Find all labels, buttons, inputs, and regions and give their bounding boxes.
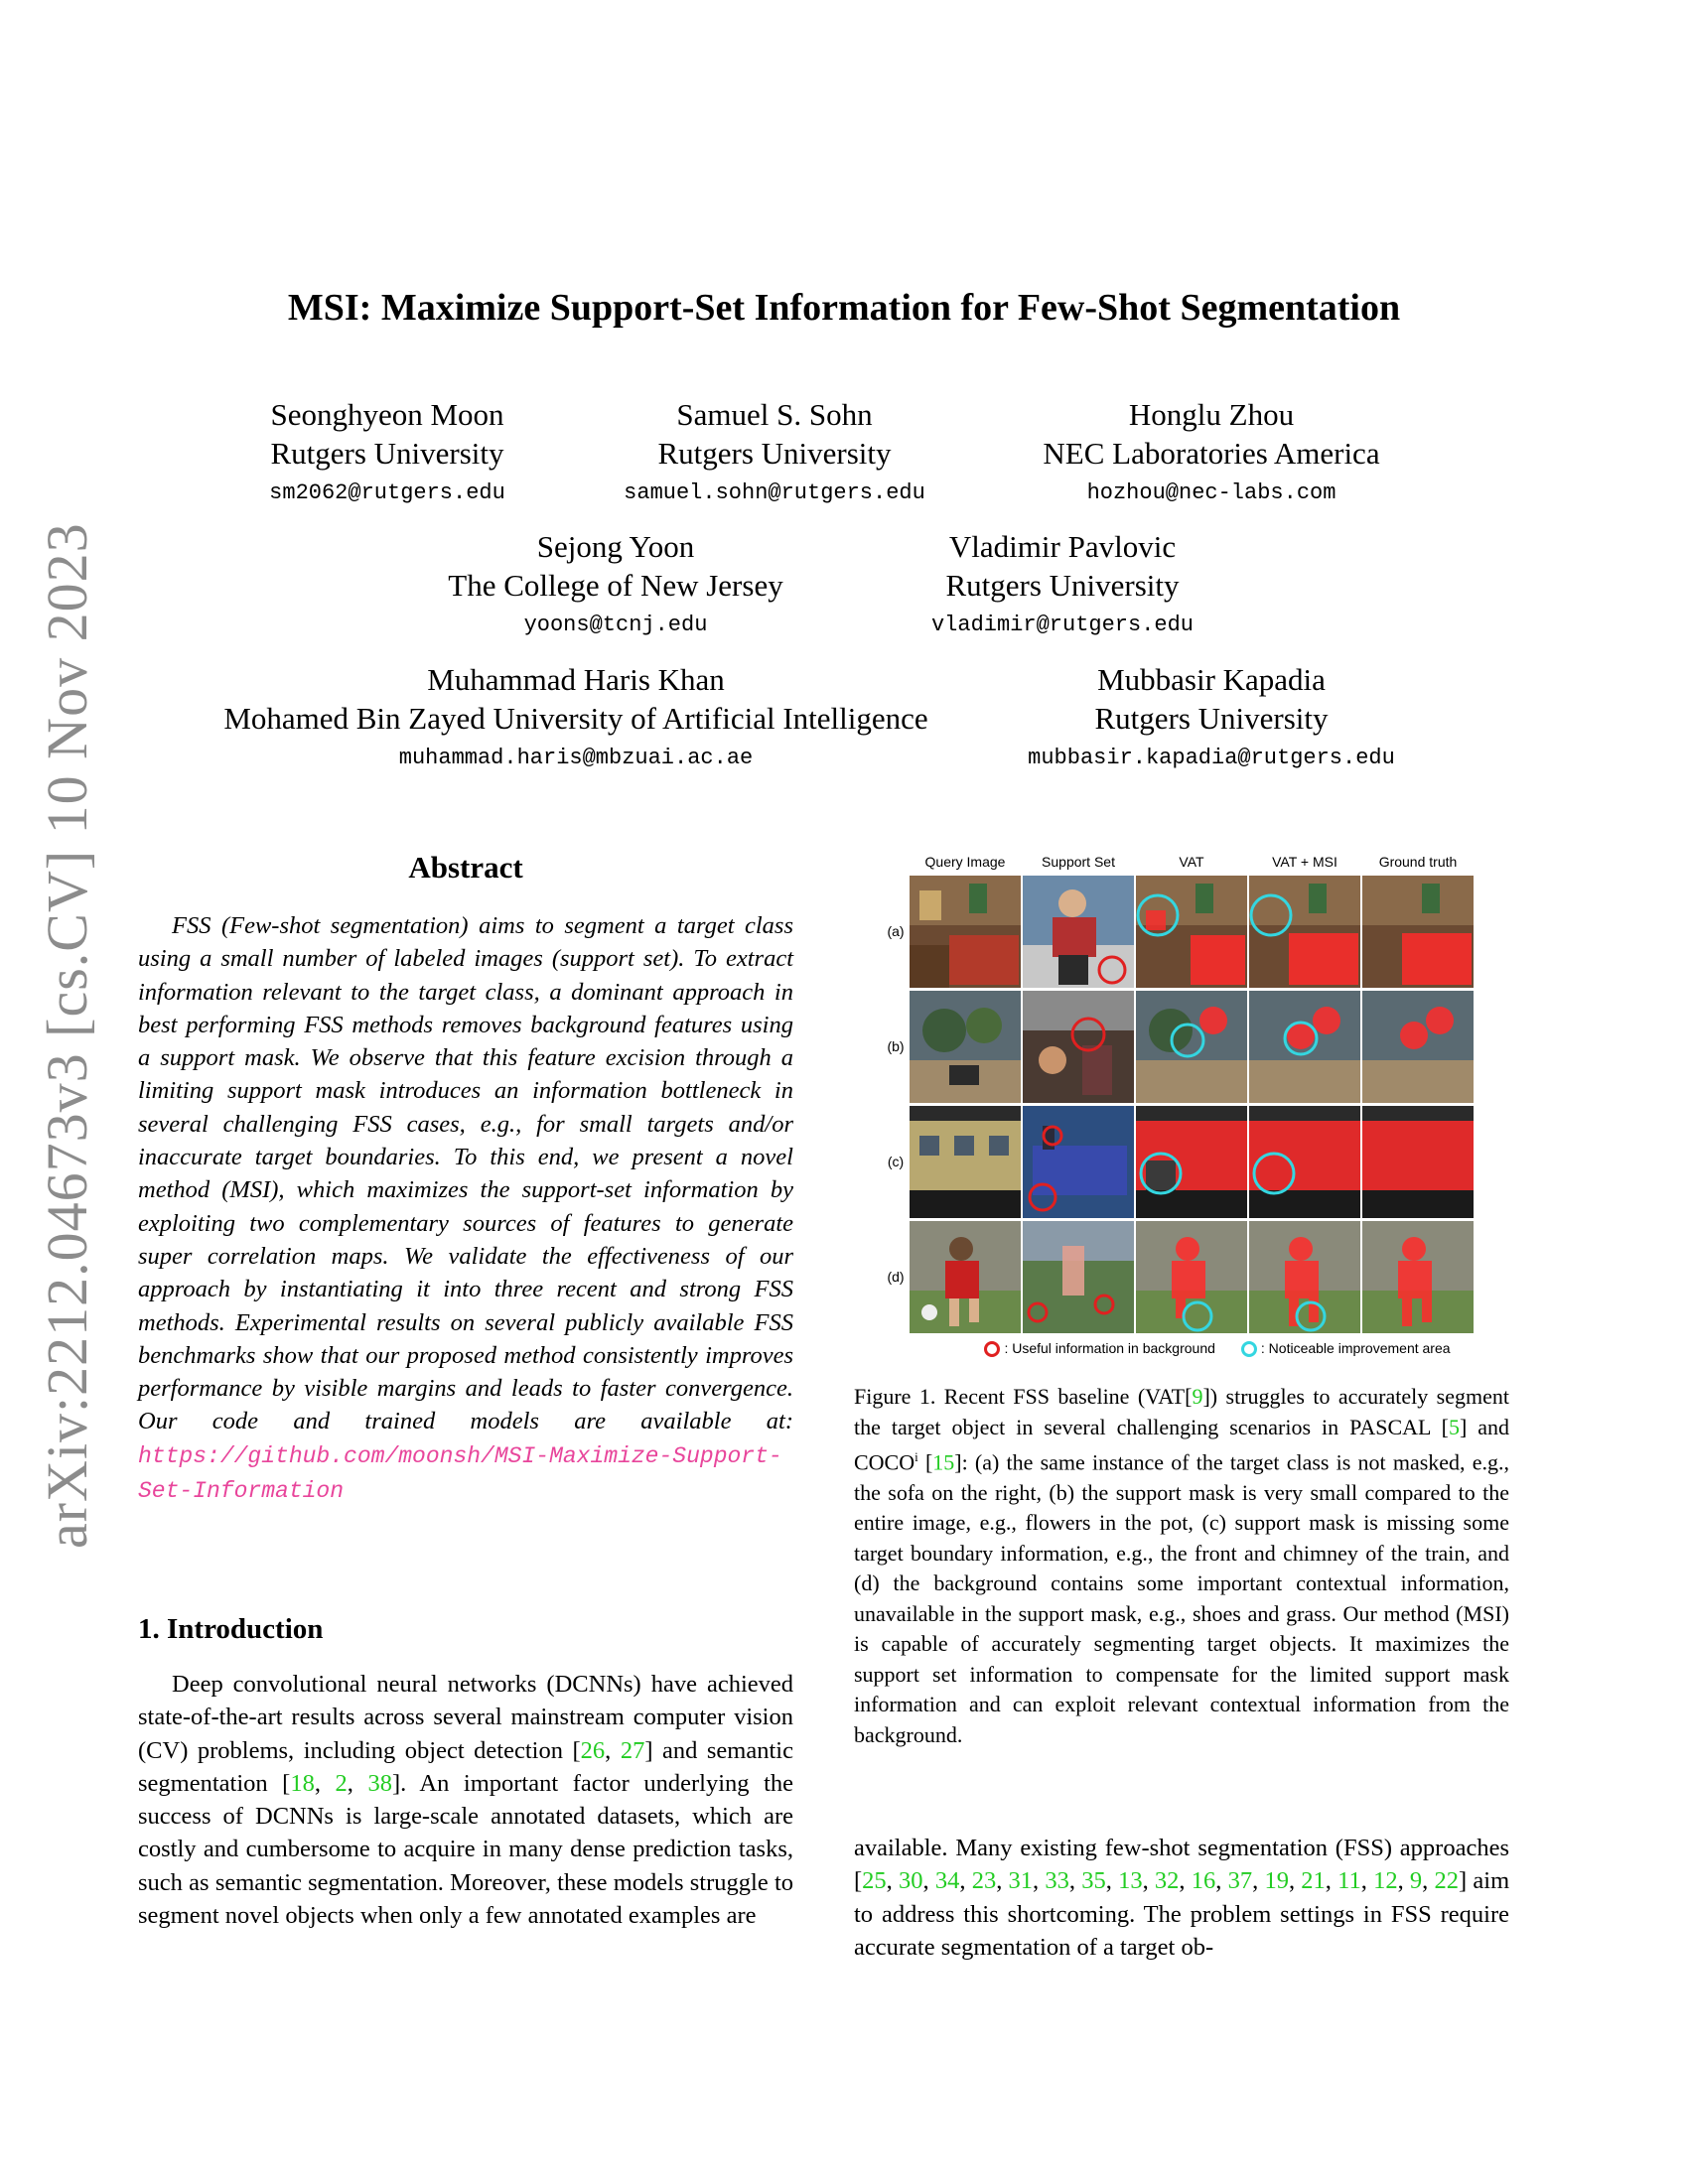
author-affiliation: Rutgers University bbox=[657, 436, 892, 471]
figure-image bbox=[1362, 1221, 1474, 1333]
ground-truth-icon bbox=[1362, 1221, 1474, 1333]
caption-segment: ]) struggles to accurately segment the target object in several challenging scenarios in PASCAL [ bbox=[854, 1384, 1509, 1439]
citation-link[interactable]: 11 bbox=[1337, 1867, 1361, 1895]
author-email[interactable]: muhammad.haris@mbzuai.ac.ae bbox=[398, 746, 754, 770]
author-name: Muhammad Haris Khan bbox=[427, 662, 725, 697]
citation-link[interactable]: 32 bbox=[1154, 1867, 1180, 1895]
figure-column-label: Support Set bbox=[1042, 854, 1115, 870]
ground-truth-icon bbox=[1362, 991, 1474, 1103]
caption-segment: [ bbox=[917, 1449, 933, 1475]
room-scene-icon bbox=[910, 876, 1021, 988]
caption-superscript: i bbox=[914, 1449, 918, 1464]
citation-link[interactable]: 15 bbox=[932, 1449, 955, 1475]
figure-image bbox=[1249, 1106, 1360, 1218]
cyan-circle-icon bbox=[1241, 1341, 1257, 1357]
vat-msi-result-icon bbox=[1249, 876, 1360, 988]
author-affiliation: Rutgers University bbox=[270, 436, 504, 471]
figure-row-label: (d) bbox=[887, 1269, 905, 1285]
figure-image bbox=[1023, 876, 1134, 988]
author-block bbox=[894, 527, 1231, 642]
code-link[interactable]: https://github.com/moonsh/MSI-Maximize-Support-Set-Information bbox=[138, 1442, 782, 1505]
citation-link[interactable]: 9 bbox=[1409, 1867, 1423, 1895]
author-name: Honglu Zhou bbox=[1128, 397, 1295, 432]
citation-link[interactable]: 16 bbox=[1191, 1867, 1216, 1895]
ground-truth-icon bbox=[1362, 876, 1474, 988]
citation-link[interactable]: 34 bbox=[934, 1867, 960, 1895]
legend-cyan-label: : Noticeable improvement area bbox=[1260, 1340, 1451, 1356]
figure-image bbox=[1136, 1106, 1247, 1218]
figure-image bbox=[1136, 876, 1247, 988]
citation-link[interactable]: 12 bbox=[1373, 1867, 1398, 1895]
body-paragraph: available. Many existing few-shot segmentation (FSS) approaches [25, 30, 34, 23, 31, 33, 35, 13, 32, 16, 37, 19, 21, 11, 12, 9, 22] aim to address this shortcoming. The problem settings in FSS require accurate segmentation of a target ob- bbox=[854, 1835, 1510, 1961]
author-affiliation: Rutgers University bbox=[945, 568, 1180, 603]
author-name: Seonghyeon Moon bbox=[270, 397, 504, 432]
introduction-section bbox=[138, 1613, 793, 1932]
body-segment: ] aim to address this shortcoming. The problem settings in FSS require accurate segmentation of a target ob- bbox=[854, 1867, 1510, 1961]
figure-image bbox=[910, 876, 1021, 988]
author-block bbox=[189, 660, 963, 775]
support-train-icon bbox=[1023, 1106, 1134, 1218]
legend-red-label: : Useful information in background bbox=[1004, 1340, 1215, 1356]
author-block bbox=[417, 527, 814, 642]
caption-segment: Figure 1. Recent FSS baseline (VAT[ bbox=[854, 1384, 1193, 1409]
legend-cyan-item bbox=[1241, 1340, 1451, 1357]
arxiv-stamp: arXiv:2212.04673v3 [cs.CV] 10 Nov 2023 bbox=[35, 522, 99, 1549]
citation-link[interactable]: 26 bbox=[580, 1736, 606, 1764]
figure-image bbox=[910, 1221, 1021, 1333]
figure-image bbox=[1362, 991, 1474, 1103]
body-segment: available. Many existing few-shot segmentation (FSS) approaches [ bbox=[854, 1835, 1509, 1895]
citation-link[interactable]: 35 bbox=[1081, 1867, 1106, 1895]
author-email[interactable]: yoons@tcnj.edu bbox=[523, 613, 708, 637]
introduction-paragraph: Deep convolutional neural networks (DCNNs) have achieved state-of-the-art results across several mainstream computer vision (CV) problems, including object detection [26, 27] and semantic segmentation [18, 2, 38]. An important factor underlying the success of DCNNs is large-scale annotated datasets, which are costly and cumbersome to acquire in many dense prediction tasks, such as semantic segmentation. Moreover, these models struggle to segment novel objects when only a few annotated examples are bbox=[138, 1671, 793, 1930]
author-name: Vladimir Pavlovic bbox=[948, 529, 1177, 564]
vat-msi-result-icon bbox=[1249, 1106, 1360, 1218]
abstract-heading: Abstract bbox=[408, 850, 523, 885]
support-room-icon bbox=[1023, 991, 1134, 1103]
author-name: Samuel S. Sohn bbox=[676, 397, 873, 432]
caption-segment: ] and COCO bbox=[854, 1414, 1510, 1475]
red-circle-icon bbox=[984, 1341, 1000, 1357]
figure-image bbox=[1362, 1106, 1474, 1218]
legend-red-item bbox=[984, 1340, 1214, 1357]
citation-link[interactable]: 23 bbox=[971, 1867, 997, 1895]
figure-1 bbox=[887, 854, 1525, 1370]
figure-caption bbox=[854, 1382, 1509, 1750]
figure-image bbox=[1249, 1221, 1360, 1333]
vat-result-icon bbox=[1136, 1106, 1247, 1218]
abstract-text: FSS (Few-shot segmentation) aims to segment a target class using a small number of labeled images (support set). To extract information relevant to the target class, a dominant approach in best performing FSS methods removes background features using a support mask. We observe that this feature excision through a limiting support mask introduces an information bottleneck in several challenging FSS cases, e.g., for small targets and/or inaccurate target boundaries. To this end, we present a novel method (MSI), which maximizes the support-set information by exploiting two complementary sources of features to generate super correlation maps. We validate the effectiveness of our approach by instantiating it into three recent and strong FSS methods. Experimental results on several publicly available FSS benchmarks show that our proposed method consistently improves performance by visible margins and leads to faster convergence. Our code and trained models are available at: bbox=[138, 912, 793, 1435]
support-person-icon bbox=[1023, 876, 1134, 988]
vat-msi-result-icon bbox=[1249, 991, 1360, 1103]
figure-row-label: (b) bbox=[887, 1038, 905, 1054]
author-email[interactable]: sm2062@rutgers.edu bbox=[269, 480, 505, 505]
author-affiliation: Mohamed Bin Zayed University of Artificial Intelligence bbox=[223, 701, 928, 736]
intro-text: ] and semantic segmentation [ bbox=[138, 1736, 793, 1797]
caption-text bbox=[854, 1382, 1509, 1750]
author-block bbox=[238, 395, 536, 510]
intro-text: ]. An important factor underlying the success of DCNNs is large-scale annotated datasets, which are costly and cumbersome to acquire in many dense prediction tasks, such as semantic segmentation. Moreover, these models struggle to segment novel objects when only a few annotated examples are bbox=[138, 1769, 793, 1930]
soccer-scene-icon bbox=[910, 1221, 1021, 1333]
figure-image bbox=[1023, 1221, 1134, 1333]
citation-link[interactable]: 38 bbox=[367, 1769, 392, 1797]
citation-link[interactable]: 22 bbox=[1434, 1867, 1460, 1895]
citation-link[interactable]: 33 bbox=[1045, 1867, 1069, 1895]
abstract-section bbox=[138, 850, 793, 1508]
figure-image bbox=[1136, 1221, 1247, 1333]
introduction-heading: 1. Introduction bbox=[138, 1613, 324, 1645]
citation-link[interactable]: 5 bbox=[1448, 1414, 1460, 1439]
author-email[interactable]: samuel.sohn@rutgers.edu bbox=[624, 480, 925, 505]
figure-row-label: (a) bbox=[887, 923, 905, 939]
figure-image bbox=[1136, 991, 1247, 1103]
ground-truth-icon bbox=[1362, 1106, 1474, 1218]
citation-link[interactable]: 2 bbox=[335, 1769, 348, 1797]
abstract-body bbox=[138, 909, 793, 1508]
figure-column-label: VAT bbox=[1179, 854, 1204, 870]
train-scene-icon bbox=[910, 1106, 1021, 1218]
caption-segment: ]: (a) the same instance of the target class is not masked, e.g., the sofa on the right, (b) the support mask is very small compared to the entire image, e.g., flowers in the pot, (c) support mask is missing some target boundary information, e.g., the front and chimney of the train, and (d) the background contains some important contextual information, unavailable in the support mask, e.g., shoes and grass. Our method (MSI) is capable of accurately segmenting target objects. It maximizes the support set information to compensate for the limited support mask information and can exploit relevant contextual information from the background. bbox=[854, 1449, 1510, 1747]
right-column-text bbox=[854, 1832, 1509, 1964]
figure-column-label: Ground truth bbox=[1378, 854, 1458, 870]
vat-result-icon bbox=[1136, 1221, 1247, 1333]
figure-legend bbox=[910, 1340, 1525, 1357]
citation-link[interactable]: 30 bbox=[899, 1867, 923, 1895]
author-name: Mubbasir Kapadia bbox=[1097, 662, 1326, 697]
figure-image bbox=[1023, 1106, 1134, 1218]
figure-image bbox=[910, 1106, 1021, 1218]
paper-title: MSI: Maximize Support-Set Information for Few-Shot Segmentation bbox=[287, 287, 1401, 329]
author-affiliation: Rutgers University bbox=[1094, 701, 1329, 736]
figure-image bbox=[1249, 991, 1360, 1103]
citation-link[interactable]: 19 bbox=[1264, 1867, 1289, 1895]
flowers-scene-icon bbox=[910, 991, 1021, 1103]
author-email[interactable]: vladimir@rutgers.edu bbox=[930, 613, 1195, 637]
author-email[interactable]: mubbasir.kapadia@rutgers.edu bbox=[1028, 746, 1395, 770]
citation-link[interactable]: 18 bbox=[290, 1769, 315, 1797]
figure-column-label: VAT + MSI bbox=[1272, 854, 1337, 870]
figure-image bbox=[1023, 991, 1134, 1103]
figure-image bbox=[1249, 876, 1360, 988]
citation-link[interactable]: 31 bbox=[1008, 1867, 1034, 1895]
figure-row-label: (c) bbox=[887, 1154, 905, 1169]
citation-link[interactable]: 37 bbox=[1227, 1867, 1253, 1895]
vat-result-icon bbox=[1136, 991, 1247, 1103]
figure-image bbox=[1362, 876, 1474, 988]
figure-column-label: Query Image bbox=[924, 854, 1006, 870]
figure-image bbox=[910, 991, 1021, 1103]
author-name: Sejong Yoon bbox=[536, 529, 695, 564]
vat-result-icon bbox=[1136, 876, 1247, 988]
author-block bbox=[1013, 395, 1410, 510]
citation-link[interactable]: 27 bbox=[620, 1736, 645, 1764]
author-block bbox=[596, 395, 953, 510]
citation-link[interactable]: 25 bbox=[862, 1867, 887, 1895]
author-affiliation: NEC Laboratories America bbox=[1043, 436, 1380, 471]
vat-msi-result-icon bbox=[1249, 1221, 1360, 1333]
citation-link[interactable]: 21 bbox=[1301, 1867, 1326, 1895]
citation-link[interactable]: 9 bbox=[1192, 1384, 1203, 1409]
citation-link[interactable]: 13 bbox=[1118, 1867, 1143, 1895]
author-email[interactable]: hozhou@nec-labs.com bbox=[1086, 480, 1336, 505]
author-affiliation: The College of New Jersey bbox=[448, 568, 783, 603]
author-block bbox=[1013, 660, 1410, 775]
support-soccer-icon bbox=[1023, 1221, 1134, 1333]
intro-text: Deep convolutional neural networks (DCNNs) have achieved state-of-the-art results across several mainstream computer vision (CV) problems, including object detection [ bbox=[138, 1671, 793, 1764]
